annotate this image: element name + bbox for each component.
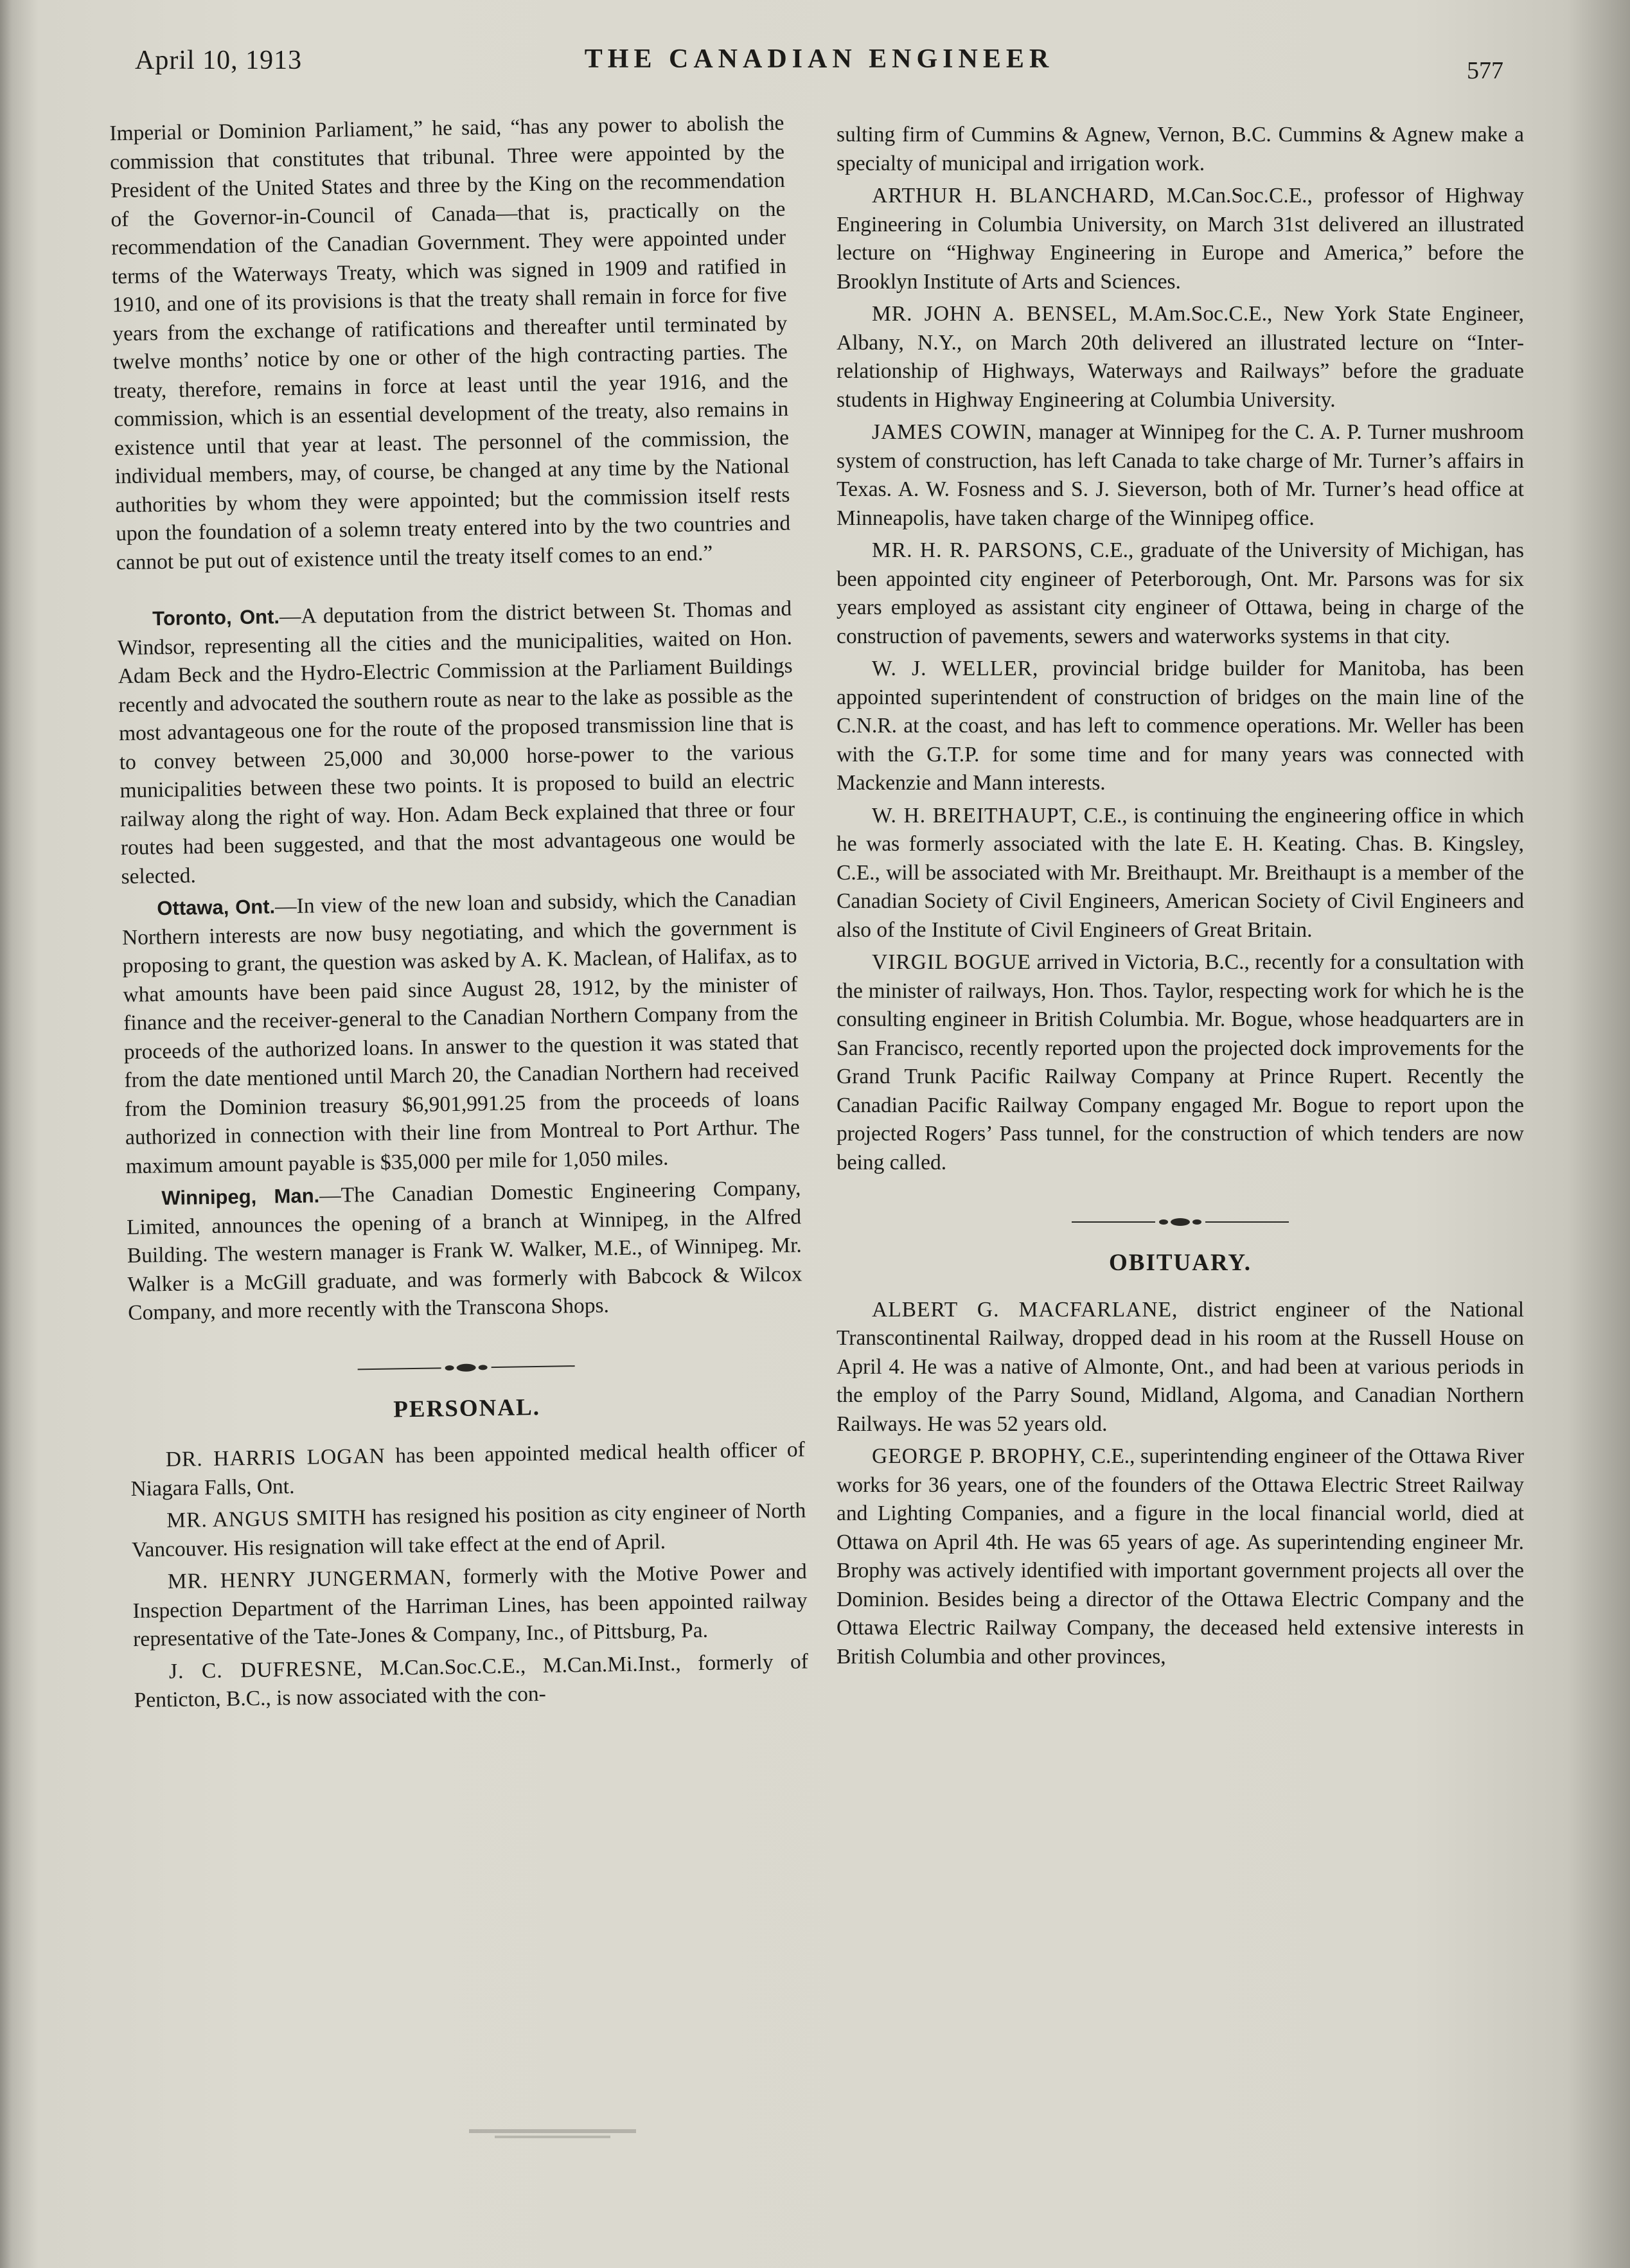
section-divider-ornament — [129, 1358, 804, 1376]
obituary-item-macfarlane — [837, 1296, 1524, 1439]
personal-item-weller — [837, 655, 1524, 798]
personal-text-smith: has resigned his position as city engineer of North Vancouver. His resignation will take effect at the end of April. — [131, 1498, 806, 1562]
obituary-item-brophy — [837, 1442, 1524, 1671]
personal-item-parsons — [837, 536, 1524, 651]
news-text-toronto: —A deputation from the district between St. Thomas and Windsor, representing all the cities and the municipalities, waited on Hon. Adam Beck and the Hydro-Electric Commission at the Parliament Buildings recently and advocated the southern route as near to the lake as possible as the most advantageous one for the route of the proposed transmission line that is to convey between 25,000 and 30,000 horse-power to the various municipalities between these two points. It is proposed to build an electric railway along the right of way. Hon. Adam Beck explained that three or four routes had been suggested, and that the most advantageous one would be selected. — [117, 596, 796, 889]
journal-title: THE CANADIAN ENGINEER — [584, 44, 1054, 74]
personal-item-bogue — [837, 948, 1524, 1177]
personal-text-jungerman: formerly with the Motive Power and Inspection Department of the Harriman Lines, has been appointed railway representative of the Tate-Jones & Company, Inc., of Pittsburg, Pa. — [132, 1559, 808, 1651]
obituary-heading: OBITUARY. — [1109, 1250, 1252, 1276]
personal-heading: PERSONAL. — [393, 1394, 541, 1423]
personal-item-breithaupt — [837, 802, 1524, 945]
running-header — [135, 40, 1503, 85]
person-name-bensel: MR. JOHN A. BENSEL, — [872, 302, 1118, 326]
personal-item-bensel — [837, 300, 1524, 414]
person-name-blanchard: ARTHUR H. BLANCHARD, — [872, 184, 1155, 208]
dateline-ottawa: Ottawa, Ont. — [157, 895, 276, 920]
dateline-winnipeg: Winnipeg, Man. — [161, 1184, 320, 1210]
person-name-dufresne: J. C. DUFRESNE, — [168, 1656, 363, 1683]
personal-text-cowin: manager at Winnipeg for the C. A. P. Turner mushroom system of construction, has left Canada to take charge of Mr. Turner’s affairs in Texas. A. W. Fosness and S. J. Sieverson, both of Mr. Turner’s head office at Minneapolis, have taken charge of the Winnipeg office. — [837, 420, 1524, 530]
article-continuation: Imperial or Dominion Parliament,” he said, “has any power to abolish the commission that constitutes that tribunal. Three were appointed by the President of the United States and three by the King on the recommendation of the Governor-in-Council of Canada—that is, practically on the recommendation of the Canadian Government. They were appointed under terms of the Waterways Treaty, which was signed in 1909 and ratified in 1910, and one of its provisions is that the treaty shall remain in force for five years from the exchange of ratifications and thereafter until terminated by twelve months’ notice by one or other of the high contracting parties. The treaty, therefore, remains in force at least until the year 1916, and the commission, which is an essential development of the treaty, also remains in existence until that year at least. The personnel of the commission, the individual members, may, of course, be changed at any time by the National authorities by whom they were appointed; but the commission itself rests upon the foundation of a solemn treaty entered into by the two countries and cannot be put out of existence until the treaty itself comes to an end.” — [109, 111, 791, 574]
person-name-parsons: MR. H. R. PARSONS, — [872, 538, 1084, 562]
issue-date: April 10, 1913 — [135, 46, 303, 75]
person-name-jungerman: MR. HENRY JUNGERMAN, — [167, 1565, 452, 1594]
personal-dufresne-continuation: sulting firm of Cummins & Agnew, Vernon, B.C. Cummins & Agnew make a specialty of municipal and irrigation work. — [837, 123, 1524, 175]
person-name-breithaupt: W. H. BREITHAUPT, — [872, 803, 1078, 828]
personal-item-logan — [130, 1435, 806, 1503]
personal-item-cowin — [837, 418, 1524, 533]
person-name-logan: DR. HARRIS LOGAN — [165, 1444, 386, 1472]
right-column — [837, 121, 1524, 1671]
news-item-winnipeg — [126, 1174, 802, 1328]
person-name-brophy: GEORGE P. BROPHY, — [872, 1444, 1086, 1468]
obituary-text-macfarlane: district engineer of the National Transcontinental Railway, dropped dead in his room at the Russell House on April 4. He was a native of Almonte, Ont., and had been at various periods in the employ of the Parry Sound, Midland, Algoma, and Canadian Northern Railways. He was 52 years old. — [837, 1297, 1524, 1436]
section-divider-ornament — [837, 1218, 1524, 1226]
person-name-cowin: JAMES COWIN, — [872, 420, 1032, 444]
personal-item-smith — [131, 1496, 806, 1564]
person-name-macfarlane: ALBERT G. MACFARLANE, — [872, 1297, 1178, 1322]
page-number: 577 — [1467, 57, 1503, 84]
personal-text-bogue: arrived in Victoria, B.C., recently for a consultation with the minister of railways, Hon. Thos. Taylor, respecting work for which he is the consulting engineer in British Columbia. Mr. Bogue, whose headquarters are in San Francisco, recently reported upon the projected dock improvements for the Grand Trunk Pacific Railway Company at Prince Rupert. Recently the Canadian Pacific Railway Company engaged Mr. Bogue to report upon the projected Rogers’ Pass tunnel, for the construction of which tenders are now being called. — [837, 950, 1524, 1174]
personal-text-weller: provincial bridge builder for Manitoba, has been appointed superintendent of construction of bridges on the main line of the C.N.R. at the coast, and has left to commence operations. Mr. Weller has been with the G.T.P. for some time and for many years was connected with Mackenzie and Mann interests. — [837, 657, 1524, 795]
person-name-smith: MR. ANGUS SMITH — [166, 1505, 367, 1533]
news-item-ottawa — [121, 885, 801, 1181]
personal-item-blanchard — [837, 182, 1524, 296]
news-text-winnipeg: —The Canadian Domestic Engineering Company, Limited, announces the opening of a branch at Winnipeg, in the Alfred Building. The western manager is Frank W. Walker, M.E., of Winnipeg. Mr. Walker is a McGill graduate, and was formerly with Babcock & Wilcox Company, and more recently with the Transcona Shops. — [126, 1176, 802, 1325]
news-item-toronto — [117, 595, 796, 891]
news-text-ottawa: —In view of the new loan and subsidy, which the Canadian Northern interests are now busy negotiating, and which the government is proposing to grant, the question was asked by A. K. Maclean, of Halifax, as to what amounts have been paid since August 28, 1912, by the minister of finance and the receiver-general to the Canadian Northern Company from the proceeds of the authorized loans. In answer to the question it was stated that from the date mentioned until March 20, the Canadian Northern had received from the Dominion treasury $6,901,991.25 from the proceeds of loans authorized in connection with their line from Montreal to Port Arthur. The maximum amount payable is $35,000 per mile for 1,050 miles. — [121, 886, 801, 1178]
personal-text-blanchard: M.Can.Soc.C.E., professor of Highway Engineering in Columbia University, on March 31st delivered an illustrated lecture on “Highway Engineering in Europe and America,” before the Brooklyn Institute of Arts and Sciences. — [837, 184, 1524, 294]
obituary-text-brophy: C.E., superintending engineer of the Ottawa River works for 36 years, one of the founders of the Ottawa Electric Street Railway and Lighting Companies, and a figure in the local financial world, died at Ottawa on April 4th. He was 65 years of age. As superintending engineer Mr. Brophy was actively identified with important government projects all over the Dominion. Besides being a director of the Ottawa Electric Company and the Ottawa Electric Railway Company, the deceased held extensive interests in British Columbia and other provinces, — [837, 1444, 1524, 1669]
personal-item-jungerman — [132, 1557, 808, 1654]
person-name-weller: W. J. WELLER, — [872, 657, 1039, 680]
personal-text-logan: has been appointed medical health officer of Niagara Falls, Ont. — [130, 1437, 805, 1501]
left-column — [109, 109, 809, 1715]
personal-text-breithaupt: C.E., is continuing the engineering office in which he was formerly associated with the late E. H. Keating. Chas. B. Kingsley, C.E., will be associated with Mr. Breithaupt. Mr. Breithaupt is a member of the Canadian Society of Civil Engineers, American Society of Civil Engineers and also of the Institute of Civil Engineers of Great Britain. — [837, 803, 1524, 942]
bleed-through-mark — [456, 2120, 649, 2146]
personal-text-dufresne: M.Can.Soc.C.E., M.Can.Mi.Inst., formerly of Penticton, B.C., is now associated with the con- — [134, 1649, 809, 1712]
person-name-bogue: VIRGIL BOGUE — [872, 950, 1032, 974]
personal-text-parsons: C.E., graduate of the University of Michigan, has been appointed city engineer of Peterborough, Ont. Mr. Parsons was for six years employed as assistant city engineer of Ottawa, being in charge of the construction of pavements, sewers and waterworks systems in that city. — [837, 538, 1524, 648]
dateline-toronto: Toronto, Ont. — [152, 605, 280, 630]
personal-item-dufresne — [134, 1647, 809, 1715]
personal-text-bensel: M.Am.Soc.C.E., New York State Engineer, Albany, N.Y., on March 20th delivered an illustrated lecture on “Inter-relationship of Highways, Waterways and Railways” before the graduate students in Highway Engineering at Columbia University. — [837, 302, 1524, 412]
